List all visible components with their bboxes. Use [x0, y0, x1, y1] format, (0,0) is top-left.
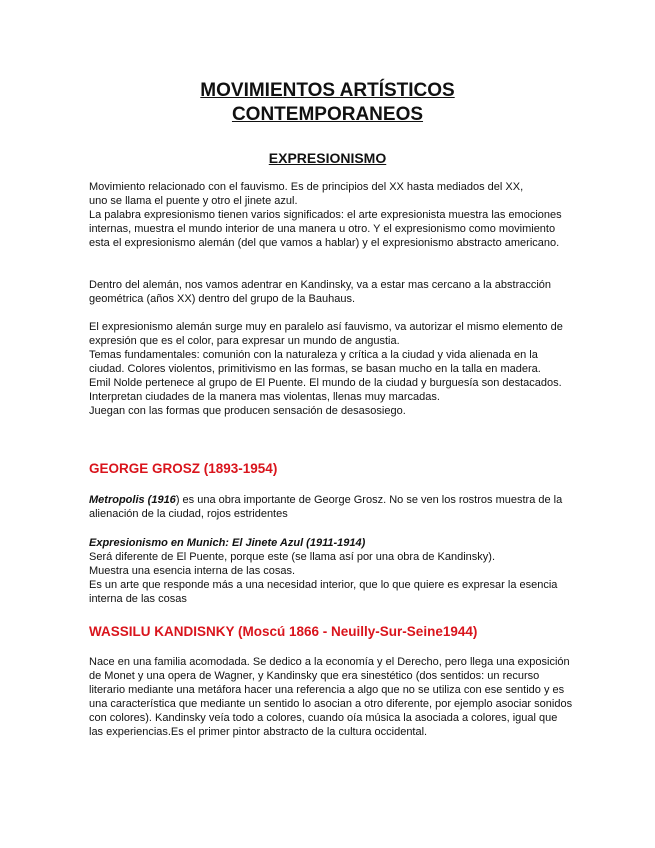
jinete-azul-text-3: Es un arte que responde más a una necesidad interior, que lo que quiere es expresar la esencia interna de las cosas	[89, 579, 558, 605]
metropolis-description: ) es una obra importante de George Grosz. No se ven los rostros muestra de la alienación de la ciudad, rojos estridentes	[89, 494, 563, 520]
kandinsky-intro-paragraph	[89, 278, 574, 306]
title-line-2: CONTEMPORANEOS	[231, 104, 424, 125]
aleman-paragraph	[89, 320, 574, 418]
jinete-azul-text-2: Muestra una esencia interna de las cosas.	[89, 565, 296, 577]
jinete-azul-paragraph	[89, 536, 574, 606]
intro-line-1: Movimiento relacionado con el fauvismo. Es de principios del XX hasta mediados del XX,	[89, 181, 524, 193]
aleman-text-2: Temas fundamentales: comunión con la naturaleza y crítica a la ciudad y vida alienada en la ciudad. Colores violentos, primitivismo en las formas, se basan mucho en la talla en madera.	[89, 349, 541, 375]
jinete-azul-text-1: Será diferente de El Puente, porque este (se llama así por una obra de Kandinsky).	[89, 551, 496, 563]
kandinsky-intro-text: Dentro del alemán, nos vamos adentrar en Kandinsky, va a estar mas cercano a la abstracción geométrica (años XX) dentro del grupo de la Bauhaus.	[89, 279, 552, 305]
grosz-paragraph	[89, 493, 574, 521]
kandinsky-bio-text: Nace en una familia acomodada. Se dedico a la economía y el Derecho, pero llega una exposición de Monet y una opera de Wagner, y Kandinsky que era sinestético (dos sentidos: un recurso literario mediante una metáfora hacer una referencia a algo que no se utiliza con ese sentido y es una característica que mediante un sentido lo asocian a otro diferente, por ejemplo asociar sonidos con colores). Kandinsky veía todo a colores, cuando oía música la asociada a colores, igual que las experiencias.Es el primer pintor abstracto de la cultura occidental.	[89, 656, 573, 738]
jinete-azul-heading: Expresionismo en Munich: El Jinete Azul (1911-1914)	[89, 537, 366, 549]
document-title	[0, 79, 655, 127]
aleman-text-4: Interpretan ciudades de la manera mas violentas, llenas muy marcadas.	[89, 391, 440, 403]
intro-paragraph-2: La palabra expresionismo tienen varios significados: el arte expresionista muestra las emociones internas, muestra el mundo interior de una manera u otro. Y el expresionismo como movimiento esta el expresionismo alemán (del que vamos a hablar) y el expresionismo abstracto americano.	[89, 209, 562, 249]
grosz-work-text	[89, 493, 574, 521]
intro-paragraph	[89, 180, 574, 250]
grosz-heading: GEORGE GROSZ (1893-1954)	[89, 461, 278, 476]
aleman-text-1: El expresionismo alemán surge muy en paralelo así fauvismo, va autorizar el mismo elemento de expresión que es el color, para expresar un mundo de angustia.	[89, 321, 563, 347]
intro-line-2: uno se llama el puente y otro el jinete azul.	[89, 195, 298, 207]
kandinsky-paragraph	[89, 655, 574, 739]
kandinsky-heading: WASSILU KANDISNKY (Moscú 1866 - Neuilly-Sur-Seine1944)	[89, 624, 478, 639]
aleman-text-3: Emil Nolde pertenece al grupo de El Puente. El mundo de la ciudad y burguesía son destacados.	[89, 377, 562, 389]
title-line-1: MOVIMIENTOS ARTÍSTICOS	[200, 80, 455, 101]
metropolis-title: Metropolis (1916	[89, 494, 176, 506]
aleman-text-5: Juegan con las formas que producen sensación de desasosiego.	[89, 405, 406, 417]
section-title-expresionismo: EXPRESIONISMO	[268, 150, 387, 166]
